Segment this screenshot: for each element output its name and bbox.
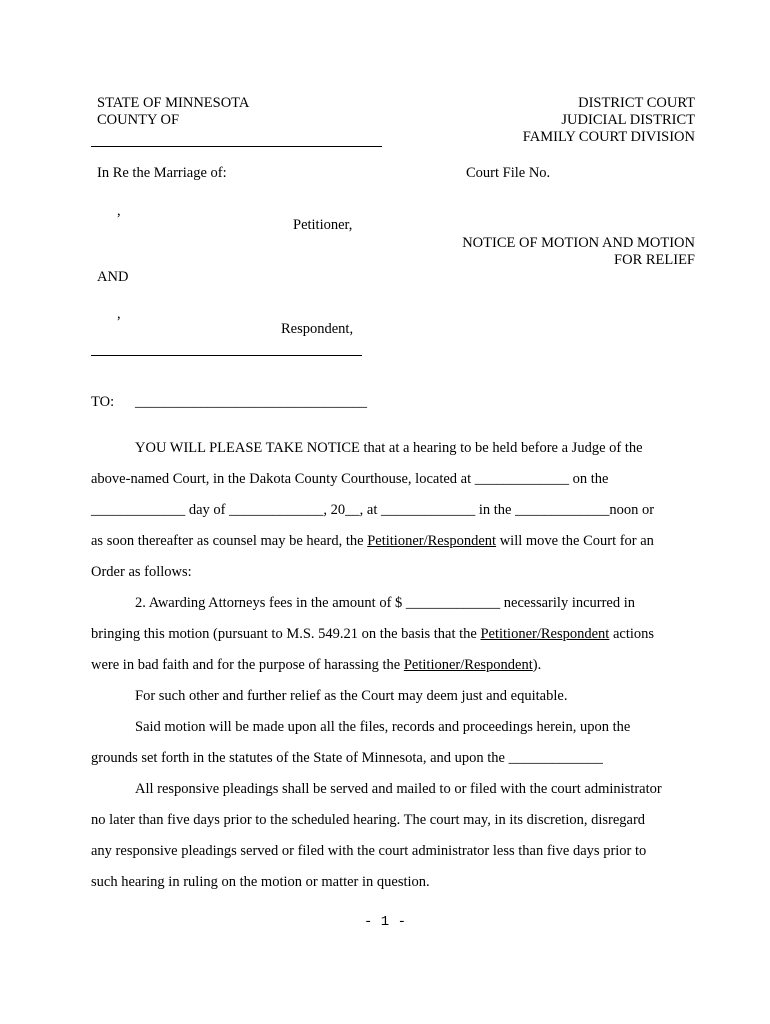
body-line [91, 619, 681, 650]
body-line: grounds set forth in the statutes of the State of Minnesota, and upon the _____________ [91, 750, 603, 766]
body-line: Order as follows: [91, 564, 192, 580]
body-line: above-named Court, in the Dakota County Courthouse, located at _____________ on the [91, 471, 609, 487]
court-label: DISTRICT COURT [578, 95, 695, 111]
body-line: Said motion will be made upon all the files, records and proceedings herein, upon the [135, 719, 631, 735]
body-line: All responsive pleadings shall be served and mailed to or filed with the court administrator [135, 781, 662, 797]
body-text: actions [609, 626, 655, 642]
district-label: JUDICIAL DISTRICT [561, 112, 695, 128]
petitioner-name-comma: , [117, 203, 121, 219]
body-text: were in bad faith and for the purpose of harassing the [91, 657, 404, 673]
page-number: - 1 - [363, 914, 406, 930]
party-underlined: Petitioner/Respondent [403, 657, 533, 673]
petitioner-label: Petitioner, [293, 217, 353, 233]
body-line [91, 650, 681, 681]
to-blank: ________________________________ [135, 394, 367, 410]
body-text: as soon thereafter as counsel may be heard, the [91, 533, 368, 549]
caption-divider-top [91, 146, 382, 147]
body-line: no later than five days prior to the scheduled hearing. The court may, in its discretion, disregard [91, 812, 646, 828]
in-re-label: In Re the Marriage of: [97, 165, 227, 181]
notice-body [91, 433, 681, 898]
document-title-line2: FOR RELIEF [614, 252, 695, 268]
caption-divider-bottom [91, 355, 362, 356]
to-label: TO: [91, 394, 115, 410]
state-label: STATE OF MINNESOTA [97, 95, 250, 111]
body-line: such hearing in ruling on the motion or matter in question. [91, 874, 430, 890]
body-line: any responsive pleadings served or filed with the court administrator less than five days prior to [91, 843, 647, 859]
county-label: COUNTY OF [97, 112, 180, 128]
division-label: FAMILY COURT DIVISION [522, 129, 695, 145]
party-underlined: Petitioner/Respondent [367, 533, 497, 549]
and-label: AND [97, 269, 129, 285]
body-text: bringing this motion (pursuant to M.S. 549.21 on the basis that the [91, 626, 481, 642]
body-line: 2. Awarding Attorneys fees in the amount of $ _____________ necessarily incurred in [135, 595, 636, 611]
body-line: For such other and further relief as the Court may deem just and equitable. [135, 688, 568, 704]
body-line: YOU WILL PLEASE TAKE NOTICE that at a hearing to be held before a Judge of the [135, 440, 643, 456]
body-text: ). [532, 657, 542, 673]
document-title-line1: NOTICE OF MOTION AND MOTION [462, 235, 695, 251]
party-underlined: Petitioner/Respondent [480, 626, 610, 642]
court-file-label: Court File No. [466, 165, 551, 181]
body-line [91, 526, 681, 557]
body-line: _____________ day of _____________, 20__, at _____________ in the _____________noon or [91, 502, 655, 518]
body-text: will move the Court for an [496, 533, 654, 549]
respondent-label: Respondent, [281, 321, 354, 337]
respondent-name-comma: , [117, 306, 121, 322]
